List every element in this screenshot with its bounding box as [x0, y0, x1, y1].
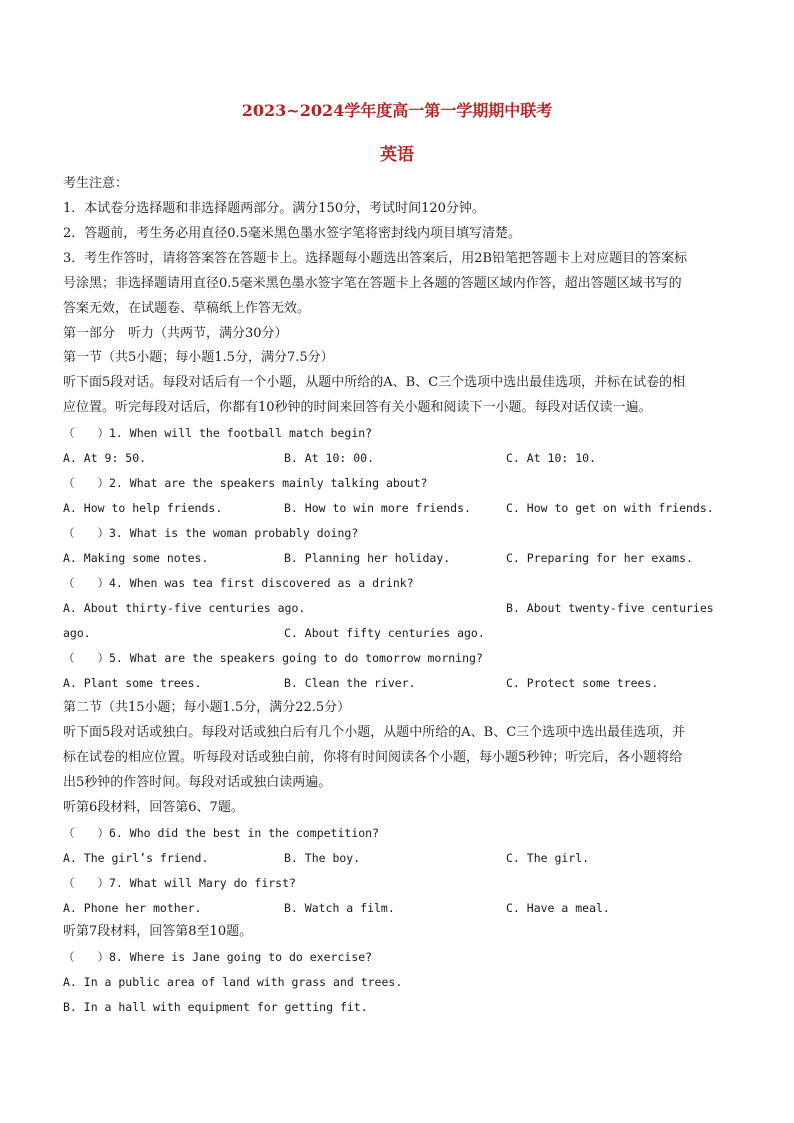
- option-a: A. About thirty-five centuries ago.: [63, 601, 306, 615]
- option-c: C. How to get on with friends.: [506, 501, 714, 515]
- option-c: C. Preparing for her exams.: [506, 551, 693, 565]
- option-a: A. Making some notes.: [63, 551, 209, 565]
- material-heading: 听第6段材料，回答第6、7题。: [63, 800, 244, 815]
- notice-item: 答案无效，在试题卷、草稿纸上作答无效。: [63, 301, 311, 316]
- notice-item: 3．考生作答时，请将答案答在答题卡上。选择题每小题选出答案后，用2B铅笔把答题卡上对应题目的答案标: [63, 251, 688, 266]
- section-title: 第一节（共5小题；每小题1.5分，满分7.5分）: [63, 350, 334, 365]
- section-instructions: 听下面5段对话或独白。每段对话或独白后有几个小题，从题中所给的A、B、C三个选项中选出最佳选项，并: [63, 725, 686, 740]
- notice-item: 1．本试卷分选择题和非选择题两部分。满分150分，考试时间120分钟。: [63, 201, 485, 216]
- question-stem: （ ）6. Who did the best in the competition?: [63, 826, 380, 840]
- option-b: B. Planning her holiday.: [284, 551, 451, 565]
- section-title: 第二节（共15小题；每小题1.5分，满分22.5分）: [63, 700, 351, 715]
- option-c: C. The girl.: [506, 851, 590, 865]
- option-b: B. Clean the river.: [284, 676, 416, 690]
- option-c: C. At 10: 10.: [506, 451, 597, 465]
- option-b: B. How to win more friends.: [284, 501, 471, 515]
- option-a: A. The girl’s friend.: [63, 851, 209, 865]
- question-stem: （ ）2. What are the speakers mainly talking about?: [63, 476, 428, 490]
- option-a: A. Phone her mother.: [63, 901, 202, 915]
- option-b: B. At 10: 00.: [284, 451, 375, 465]
- question-stem: （ ）8. Where is Jane going to do exercise?: [63, 950, 373, 964]
- section-instructions: 标在试卷的相应位置。听每段对话或独白前，你将有时间阅读各个小题，每小题5秒钟；听完后，各小题将给: [63, 750, 683, 765]
- option-c: C. About fifty centuries ago.: [284, 626, 485, 640]
- material-heading: 听第7段材料，回答第8至10题。: [63, 924, 253, 939]
- option-b: B. In a hall with equipment for getting fit.: [63, 1000, 368, 1014]
- question-stem: （ ）3. What is the woman probably doing?: [63, 526, 359, 540]
- question-stem: （ ）4. When was tea first discovered as a drink?: [63, 576, 414, 590]
- option-b: B. The boy.: [284, 851, 361, 865]
- notice-item: 2．答题前，考生务必用直径0.5毫米黑色墨水签字笔将密封线内项目填写清楚。: [63, 226, 521, 241]
- option-a: A. Plant some trees.: [63, 676, 202, 690]
- question-stem: （ ）5. What are the speakers going to do tomorrow morning?: [63, 651, 483, 665]
- exam-subject: 英语: [380, 145, 414, 165]
- notice-heading: 考生注意：: [63, 176, 129, 191]
- option-b-continued: ago.: [63, 626, 91, 640]
- section-instructions: 出5秒钟的作答时间。每段对话或独白读两遍。: [63, 775, 332, 790]
- section-instructions: 应位置。听完每段对话后，你都有10秒钟的时间来回答有关小题和阅读下一小题。每段对话仅读一遍。: [63, 400, 652, 415]
- option-a: A. How to help friends.: [63, 501, 223, 515]
- option-a: A. In a public area of land with grass and trees.: [63, 975, 403, 989]
- section-instructions: 听下面5段对话。每段对话后有一个小题，从题中所给的A、B、C三个选项中选出最佳选项，并标在试卷的相: [63, 375, 686, 390]
- option-c: C. Protect some trees.: [506, 676, 659, 690]
- option-a: A. At 9: 50.: [63, 451, 147, 465]
- exam-title: 2023~2024学年度高一第一学期期中联考: [241, 101, 553, 120]
- option-b: B. Watch a film.: [284, 901, 395, 915]
- part-title: 第一部分 听力（共两节，满分30分）: [63, 326, 288, 341]
- notice-item: 号涂黑；非选择题请用直径0.5毫米黑色墨水签字笔在答题卡上各题的答题区域内作答，超出答题区域书写的: [63, 276, 682, 291]
- question-stem: （ ）1. When will the football match begin?: [63, 426, 373, 440]
- option-b: B. About twenty-five centuries: [506, 601, 714, 615]
- option-c: C. Have a meal.: [506, 901, 610, 915]
- question-stem: （ ）7. What will Mary do first?: [63, 876, 296, 890]
